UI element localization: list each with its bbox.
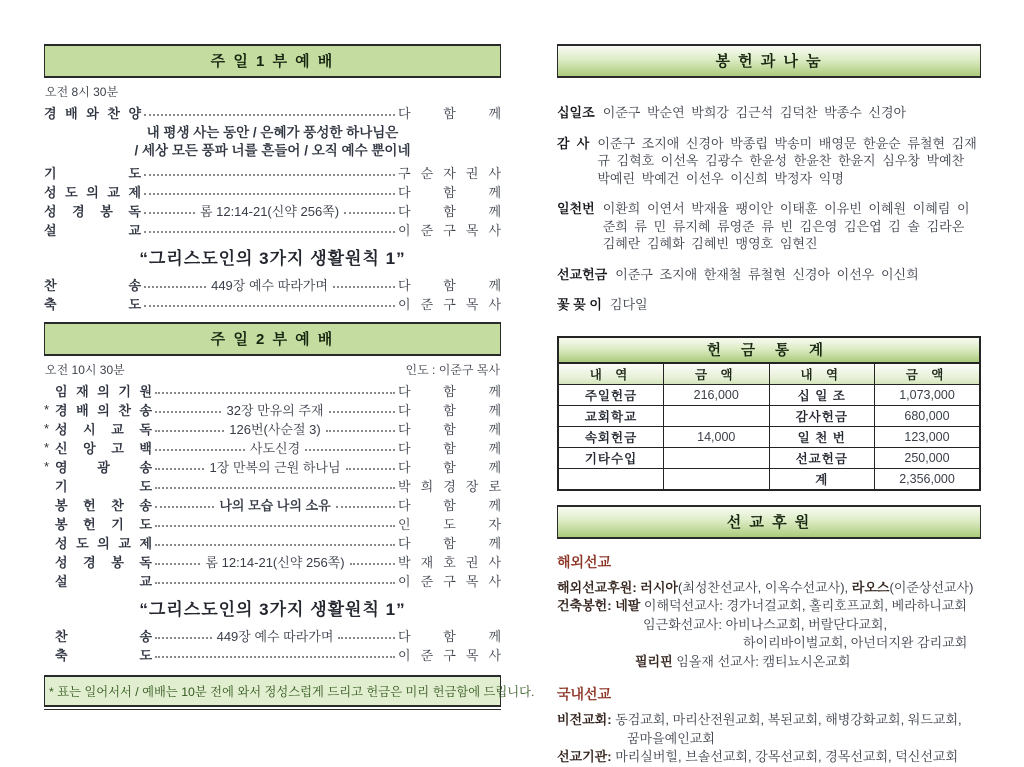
- worship-value: 다 함 께: [398, 536, 501, 551]
- worship-row: [44, 419, 501, 438]
- dot-leader: [350, 563, 395, 565]
- offering-label: 일천번: [557, 201, 595, 216]
- offering-label: 꽃 꽂 이: [557, 297, 602, 312]
- worship-detail: 1장 만복의 근원 하나님: [209, 460, 341, 475]
- dot-leader: [155, 525, 395, 527]
- dot-leader: [155, 506, 214, 508]
- star-mark: *: [44, 440, 50, 455]
- stats-cell: 기타수입: [558, 447, 664, 468]
- stats-cell: 680,000: [875, 405, 981, 426]
- worship-row: [44, 400, 501, 419]
- mission-header: [557, 505, 981, 539]
- dot-leader: [155, 582, 395, 584]
- service2-time: 오전 10시 30분: [45, 363, 125, 377]
- dot-leader: [155, 411, 221, 413]
- worship-row: [44, 103, 501, 122]
- worship-value: 다 함 께: [398, 441, 502, 456]
- worship-label: 신 앙 고 백: [55, 441, 152, 456]
- service2-title: 주 일 2 부 예 배: [210, 331, 335, 348]
- dot-leader: [144, 212, 195, 214]
- stats-cell: 2,356,000: [875, 468, 981, 490]
- worship-value: 다 함 께: [398, 498, 501, 513]
- domestic-heading: 국내선교: [557, 686, 612, 702]
- worship-row: [44, 457, 501, 476]
- dot-leader: [155, 544, 395, 546]
- worship-label: 기 도: [44, 166, 141, 181]
- offering-label: 선교헌금: [557, 266, 608, 282]
- service2-header: [44, 322, 501, 356]
- worship-detail: 449장 예수 따라가며: [211, 278, 328, 293]
- stats-cell: 선교헌금: [769, 447, 875, 468]
- stats-col: 내 역: [558, 363, 664, 385]
- dot-leader: [305, 449, 395, 451]
- stats-header-row: [558, 363, 980, 385]
- footer-note-rule: [44, 709, 501, 710]
- mission-line: 임근화선교사: 아비나스교회, 버랄단다교회,: [643, 616, 888, 632]
- offering-label: 십일조: [557, 105, 595, 120]
- stats-cell: 주일헌금: [558, 384, 664, 405]
- worship-row: [44, 514, 501, 533]
- star-mark: *: [44, 421, 50, 436]
- dot-leader: [144, 174, 395, 176]
- worship-row: [44, 294, 501, 313]
- mission-line: 꿈마을예인교회: [627, 730, 715, 746]
- dot-leader: [326, 430, 395, 432]
- dot-leader: [155, 487, 395, 489]
- offering-line: [557, 135, 981, 188]
- offering-names: 이준구 조지애 신경아 박종립 박송미 배영문 한윤순 류철현 김재규 김혁호 이선옥 김광수 한윤성 한윤찬 한윤지 심우창 박예찬 박예린 박예건 이선우 이신희 박정자 익명: [597, 135, 977, 186]
- stats-cell: [558, 468, 664, 490]
- stats-cell: [664, 447, 770, 468]
- dot-leader: [155, 637, 212, 639]
- sermon-title: “그리스도인의 3가지 생활원칙 1”: [139, 600, 406, 619]
- footer-note-text: * 표는 일어서서 / 예배는 10분 전에 와서 정성스럽게 드리고 헌금은 미리 헌금함에 드립니다.: [49, 685, 535, 699]
- stats-row: [558, 447, 980, 468]
- dot-leader: [155, 563, 200, 565]
- offering-list: [557, 104, 981, 314]
- worship-row: [44, 220, 501, 239]
- stats-cell: 250,000: [875, 447, 981, 468]
- dot-leader: [155, 430, 224, 432]
- offering-names: 김다일: [609, 297, 648, 312]
- stats-row: [558, 468, 980, 490]
- dot-leader: [155, 468, 204, 470]
- worship-label: 성 경 봉 독: [44, 204, 141, 219]
- service2-section: [44, 322, 501, 664]
- worship-label: 경 배 의 찬 송: [55, 403, 152, 418]
- stats-body: [558, 384, 980, 490]
- footer-note: [44, 675, 535, 707]
- page-right: [557, 44, 981, 767]
- worship-label: 성 경 봉 독: [55, 555, 152, 570]
- offering-names: 이준구 박순연 박희강 김근석 김덕찬 박종수 신경아: [602, 105, 907, 120]
- stats-col: 금 액: [875, 363, 981, 385]
- stats-cell: 감사헌금: [769, 405, 875, 426]
- worship-row: [44, 626, 501, 645]
- service1-section: [44, 44, 501, 313]
- dot-leader: [344, 212, 395, 214]
- worship-row: [44, 552, 501, 571]
- worship-value: 다 함 께: [398, 460, 501, 475]
- worship-value: 다 함 께: [398, 629, 502, 644]
- worship-row: [44, 438, 501, 457]
- offering-label: 감 사: [557, 135, 590, 151]
- worship-value: 이 준 구 목 사: [398, 648, 501, 663]
- worship-value: 이 준 구 목 사: [398, 297, 501, 312]
- dot-leader: [144, 286, 206, 288]
- worship-label: 설 교: [44, 223, 141, 238]
- worship-row: [44, 275, 501, 294]
- mission-title: 선 교 후 원: [726, 513, 812, 531]
- mission-line: 해외선교후원: 러시아(최성찬선교사, 이옥수선교사), 라오스(이준상선교사): [557, 579, 974, 595]
- mission-line: 선교기관: 마리실버힐, 브솔선교회, 강목선교회, 경목선교회, 덕신선교회: [557, 749, 959, 764]
- stats-col: 금 액: [664, 363, 770, 385]
- worship-label: 기 도: [55, 479, 152, 494]
- worship-detail: 롬 12:14-21(신약 256쪽): [205, 555, 345, 570]
- stats-cell: [664, 468, 770, 490]
- service2-timeline: [45, 361, 500, 378]
- worship-label: 성 도 의 교 제: [55, 536, 152, 551]
- star-mark: *: [44, 402, 50, 417]
- worship-value: 다 함 께: [398, 384, 501, 399]
- stats-cell: 속회헌금: [558, 426, 664, 447]
- worship-label: 임 재 의 기 원: [55, 384, 152, 399]
- worship-value: 구 순 자 권 사: [398, 166, 501, 181]
- worship-detail: 126번(사순절 3): [229, 422, 321, 437]
- dot-leader: [346, 468, 395, 470]
- offering-names: 이준구 조지애 한재철 류철현 신경아 이선우 이신희: [615, 266, 919, 282]
- worship-value: 인 도 자: [398, 517, 501, 532]
- stats-row: [558, 405, 980, 426]
- service1-title: 주 일 1 부 예 배: [210, 53, 335, 70]
- worship-value: 다 함 께: [398, 278, 502, 293]
- dot-leader: [155, 449, 245, 451]
- worship-value: 다 함 께: [398, 106, 501, 121]
- stats-title: 헌 금 통 계: [558, 337, 980, 363]
- stats-cell: 교회학교: [558, 405, 664, 426]
- worship-label: 축 도: [55, 648, 152, 663]
- stats-cell: 123,000: [875, 426, 981, 447]
- dot-leader: [144, 193, 395, 195]
- mission-line: 비전교회: 동검교회, 마리산전원교회, 복된교회, 해병강화교회, 워드교회,: [557, 712, 962, 727]
- worship-value: 이 준 구 목 사: [398, 574, 501, 589]
- mission-line: 건축봉헌: 네팔 이해덕선교사: 경가너걸교회, 홀리호프교회, 베라하니교회: [557, 598, 967, 613]
- offering-line: [557, 104, 981, 122]
- stats-cell: [664, 405, 770, 426]
- stats-title-row: [558, 337, 980, 363]
- offering-line: [557, 296, 981, 314]
- star-mark: *: [44, 459, 50, 474]
- overseas-lines: [557, 579, 981, 672]
- worship-row: [44, 645, 501, 664]
- overseas-heading: 해외선교: [557, 553, 612, 570]
- dot-leader: [155, 392, 395, 394]
- dot-leader: [336, 506, 395, 508]
- worship-label: 설 교: [55, 574, 152, 589]
- worship-value: 다 함 께: [398, 204, 501, 219]
- stats-cell: 14,000: [664, 426, 770, 447]
- stats-cell: 일 천 번: [769, 426, 875, 447]
- worship-value: 다 함 께: [398, 185, 501, 200]
- worship-label: 찬 송: [55, 629, 152, 644]
- dot-leader: [144, 114, 395, 116]
- worship-detail: 사도신경: [249, 441, 301, 456]
- offering-names: 이환희 이연서 박재율 팽이안 이태훈 이유빈 이혜원 이혜림 이준희 류 민 류지혜 류영준 류 빈 김은영 김은엽 김 솔 김라온 김혜란 김혜화 김혜빈 맹영호 임현진: [602, 201, 970, 251]
- service1-header: [44, 44, 501, 78]
- worship-label: 축 도: [44, 297, 141, 312]
- service2-rows: [44, 381, 501, 664]
- worship-row: [44, 163, 501, 182]
- worship-label: 영 광 송: [55, 460, 152, 475]
- worship-detail: 449장 예수 따라가며: [216, 629, 334, 644]
- worship-label: 성 도 의 교 제: [44, 185, 141, 200]
- hymn-lyrics: 내 평생 사는 동안 / 은혜가 풍성한 하나님은 / 세상 모든 풍파 너를 흔들어 / 오직 예수 뿐이네: [134, 125, 411, 158]
- dot-leader: [333, 286, 395, 288]
- offering-title: 봉 헌 과 나 눔: [715, 53, 823, 70]
- worship-label: 경 배 와 찬 양: [44, 106, 141, 121]
- dot-leader: [155, 656, 395, 658]
- dot-leader: [144, 231, 395, 233]
- offering-line: [557, 266, 981, 284]
- worship-value: 다 함 께: [398, 403, 502, 418]
- service1-rows: [44, 103, 501, 313]
- service1-time: 오전 8시 30분: [45, 85, 119, 99]
- worship-label: 성 시 교 독: [55, 422, 152, 437]
- worship-row: [44, 201, 501, 220]
- dot-leader: [144, 305, 395, 307]
- worship-value: 이 준 구 목 사: [398, 223, 501, 238]
- worship-row: [44, 571, 501, 590]
- worship-row: [44, 533, 501, 552]
- stats-row: [558, 426, 980, 447]
- worship-row: [44, 381, 501, 400]
- worship-row: [44, 495, 501, 514]
- worship-value: 다 함 께: [398, 422, 501, 437]
- worship-value: 박 희 경 장 로: [398, 479, 501, 494]
- sermon-title: “그리스도인의 3가지 생활원칙 1”: [139, 249, 406, 268]
- worship-label: 봉 헌 기 도: [55, 517, 152, 532]
- offering-header: [557, 44, 981, 78]
- domestic-lines: [557, 711, 981, 767]
- offering-stats-table: [557, 336, 981, 491]
- worship-row: [44, 476, 501, 495]
- stats-cell: 십 일 조: [769, 384, 875, 405]
- page-left: [44, 44, 535, 710]
- worship-row: [44, 182, 501, 201]
- worship-label: 찬 송: [44, 278, 141, 293]
- worship-label: 봉 헌 찬 송: [55, 498, 152, 513]
- dot-leader: [338, 637, 395, 639]
- dot-leader: [329, 411, 395, 413]
- service1-timeline: [45, 83, 500, 100]
- mission-line: 필리핀 임올재 선교사: 캠티뇨시온교회: [635, 653, 851, 669]
- stats-cell: 계: [769, 468, 875, 490]
- worship-detail: 나의 모습 나의 소유: [219, 498, 331, 513]
- stats-cell: 1,073,000: [875, 384, 981, 405]
- worship-detail: 롬 12:14-21(신약 256쪽): [199, 204, 340, 219]
- worship-value: 박 재 호 권 사: [398, 555, 501, 570]
- stats-col: 내 역: [769, 363, 875, 385]
- stats-cell: 216,000: [664, 384, 770, 405]
- worship-detail: 32장 만유의 주재: [226, 403, 324, 418]
- offering-line: [557, 200, 981, 253]
- mission-line: 하이리바이벌교회, 아넌더지완 감리교회: [743, 635, 968, 650]
- service2-leader: 인도 : 이준구 목사: [405, 363, 500, 377]
- stats-row: [558, 384, 980, 405]
